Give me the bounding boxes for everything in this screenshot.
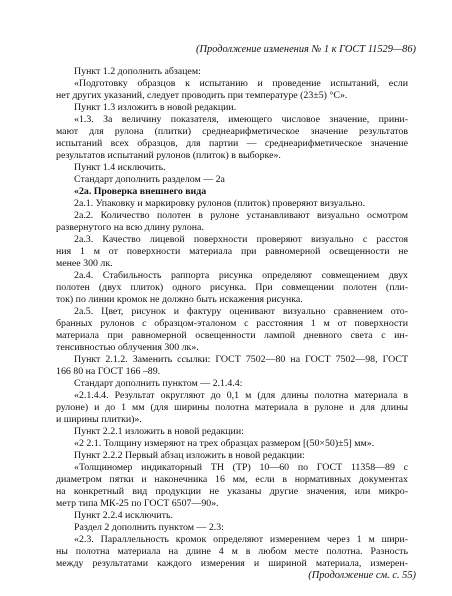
text-line: результатов испытаний рулонов (плиток) в выборке». xyxy=(56,150,281,161)
text-line: метр типа МК-25 по ГОСТ 6507—90». xyxy=(56,498,219,509)
text-line: Раздел 2 дополнить пунктом — 2.3: xyxy=(74,522,224,533)
text-line: 2а.3. Качество лицевой поверхности проверяют визуально с расстоя xyxy=(74,234,408,245)
text-line: бранных рулонов с образцом-эталоном с расстояния 1 м от поверхности xyxy=(56,318,408,329)
text-line: «2 2.1. Толщину измеряют на трех образцах размером [(50×50)±5] мм». xyxy=(74,438,375,449)
text-line: диаметром пятки и наконечника 16 мм, если в нормативных документах xyxy=(56,474,408,485)
text-line: «2.3. Параллельность кромок определяют измерением через 1 м шири- xyxy=(74,534,408,545)
text-line: Пункт 2.2.4 исключить. xyxy=(74,510,173,521)
page-header: (Продолжение изменения № 1 к ГОСТ 11529—86) xyxy=(196,44,416,55)
text-line: «Толщиномер индикаторный ТН (ТР) 10—60 по ГОСТ 11358—89 с xyxy=(74,462,408,473)
text-line: ны полотна материала на длине 4 м в любом месте полотна. Разность xyxy=(56,546,408,557)
text-line: 2а.2. Количество полотен в рулоне устанавливают визуально осмотром xyxy=(74,210,408,221)
text-line: Пункт 1.2 дополнить абзацем: xyxy=(74,66,201,77)
text-line: испытаний всех образцов, для партии — среднеарифметическое значение xyxy=(56,138,408,149)
text-line: между результатами каждого измерения и шириной материала, измерен- xyxy=(56,558,408,569)
text-line: нет других указаний, следует проводить при температуре (23±5) °С». xyxy=(56,90,348,101)
text-line: Пункт 1.4 исключить. xyxy=(74,162,166,173)
text-line: Стандарт дополнить пунктом — 2.1.4.4: xyxy=(74,378,243,389)
text-line: «2.1.4.4. Результат округляют до 0,1 м (для длины полотна материала в xyxy=(74,390,408,401)
text-line: «2а. Проверка внешнего вида xyxy=(74,186,207,197)
text-line: 2а.5. Цвет, рисунок и фактуру оценивают визуально сравнением ото- xyxy=(74,306,408,317)
text-line: Пункт 2.2.1 изложить в новой редакции: xyxy=(74,426,244,437)
text-line: ток) по линии кромок не должно быть искажения рисунка. xyxy=(56,294,303,305)
text-line: материала при равномерной освещенности лампой дневного света с ин- xyxy=(56,330,408,341)
text-line: на конкретный вид продукции не указаны другие значения, или микро- xyxy=(56,486,408,497)
text-line: Пункт 2.1.2. Заменить ссылки: ГОСТ 7502—80 на ГОСТ 7502—98, ГОСТ xyxy=(74,354,408,365)
text-line: 2а.4. Стабильность раппорта рисунка определяют совмещением двух xyxy=(74,270,408,281)
text-line: «Подготовку образцов к испытанию и проведение испытаний, если xyxy=(74,78,408,89)
text-line: тенсивностью облучения 300 лк». xyxy=(56,342,199,353)
text-line: «1.3. За величину показателя, имеющего числовое значение, прини- xyxy=(74,114,408,125)
page-footer: (Продолжение см. с. 55) xyxy=(308,570,416,581)
text-line: Пункт 2.2.2 Первый абзац изложить в новой редакции: xyxy=(74,450,305,461)
text-line: развернутого на всю длину рулона. xyxy=(56,222,204,233)
text-line: менее 300 лк. xyxy=(56,258,113,269)
text-line: Стандарт дополнить разделом — 2а xyxy=(74,174,225,185)
text-line: полотен (двух плиток) одного рисунка. При совмещении полотен (пли- xyxy=(56,282,408,293)
text-line: 166 80 на ГОСТ 166 –89. xyxy=(56,366,161,377)
page-body xyxy=(56,66,408,570)
text-line: мают для рулона (плитки) среднеарифметическое значение результатов xyxy=(56,126,408,137)
text-line: и ширины плитки)». xyxy=(56,414,142,425)
text-line: ния 1 м от поверхности материала при равномерной освещенности не xyxy=(56,246,408,257)
text-line: Пункт 1.3 изложить в новой редакции. xyxy=(74,102,237,113)
text-line: рулоне) и до 1 мм (для ширины полотна материала в рулоне и для длины xyxy=(56,402,408,413)
text-line: 2а.1. Упаковку и маркировку рулонов (плиток) проверяют визуально. xyxy=(74,198,366,209)
